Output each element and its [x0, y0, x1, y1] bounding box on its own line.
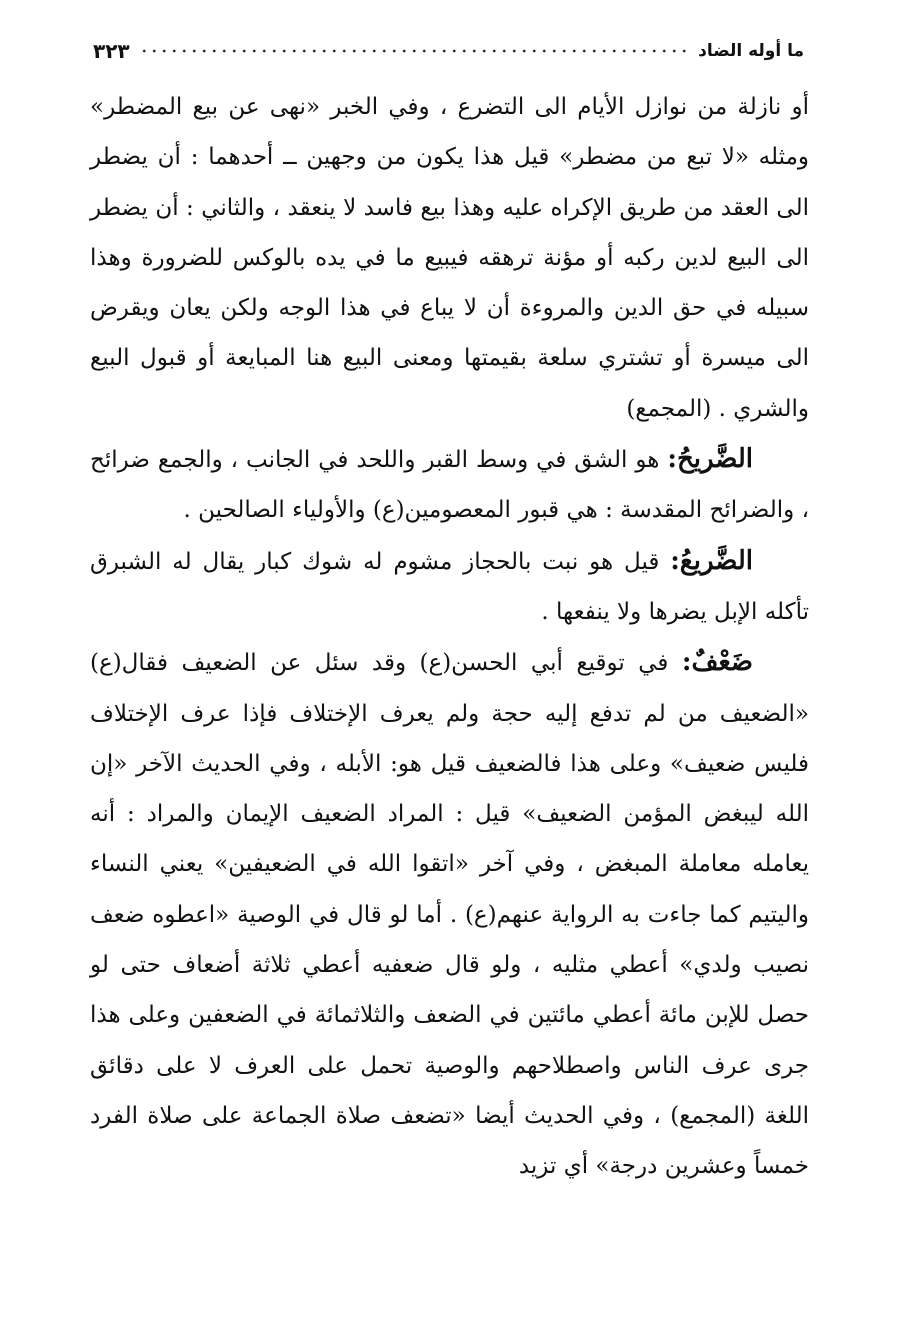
page-number: ٣٢٣ [93, 39, 130, 63]
paragraph-text: أو نازلة من نوازل الأيام الى التضرع ، وفي الخبر «نهى عن بيع المضطر» ومثله «لا تبع من مضطر» قيل هذا يكون من وجهين ــ أحدهما : أن يضطر الى العقد من طريق الإكراه عليه وهذا بيع فاسد لا ينعقد ، والثاني : أن يضطر الى البيع لدين ركبه أو مؤنة ترهقه فيبيع ما في يده بالوكس للضرورة وهذا سبيله في حق الدين والمروءة أن لا يباع في هذا الوجه ولكن يعان ويقرض الى ميسرة أو تشتري سلعة بقيمتها ومعنى البيع هنا المبايعة أو قبول البيع والشري . (المجمع) [90, 94, 809, 422]
headword: ضَعْفٌ: [681, 647, 753, 678]
entry-al-dari [90, 536, 809, 638]
dotted-leader [142, 46, 686, 56]
running-header [93, 34, 804, 68]
headword: الضَّريعُ: [670, 545, 753, 576]
entry-text: في توقيع أبي الحسن(ع) وقد سئل عن الضعيف فقال(ع) «الضعيف من لم تدفع إليه حجة ولم يعرف الإختلاف فإذا عرف الإختلاف فليس ضعيف» وعلى هذا فالضعيف قيل هو: الأبله ، وفي الحديث الآخر «إن الله ليبغض المؤمن الضعيف» قيل : المراد الضعيف الإيمان والمراد : أنه يعامله معاملة المبغض ، وفي آخر «اتقوا الله في الضعيفين» يعني النساء واليتيم كما جاءت به الرواية عنهم(ع) . أما لو قال في الوصية «اعطوه ضعف نصيب ولدي» أعطي مثليه ، ولو قال ضعفيه أعطي ثلاثة أضعاف حتى لو حصل للإبن مائة أعطي مائتين في الضعف والثلاثمائة في الضعفين وعلى هذا جرى عرف الناس واصطلاحهم والوصية تحمل على العرف لا على دقائق اللغة (المجمع) ، وفي الحديث أيضا «تضعف صلاة الجماعة على صلاة الفرد خمساً وعشرين درجة» أي تزيد [90, 650, 809, 1180]
entry-daaf [90, 637, 809, 1191]
chapter-title: ما أوله الضاد [698, 41, 804, 61]
body-text [90, 82, 809, 1192]
entry-al-darih [90, 434, 809, 536]
entry-text: قيل هو نبت بالحجاز مشوم له شوك كبار يقال له الشبرق تأكله الإبل يضرها ولا ينفعها . [90, 548, 809, 625]
headword: الضَّريحُ: [667, 444, 753, 475]
entry-text: هو الشق في وسط القبر واللحد في الجانب ، والجمع ضرائح ، والضرائح المقدسة : هي قبور المعصومين(ع) والأولياء الصالحين . [90, 447, 809, 524]
paragraph-continuation [90, 82, 809, 434]
